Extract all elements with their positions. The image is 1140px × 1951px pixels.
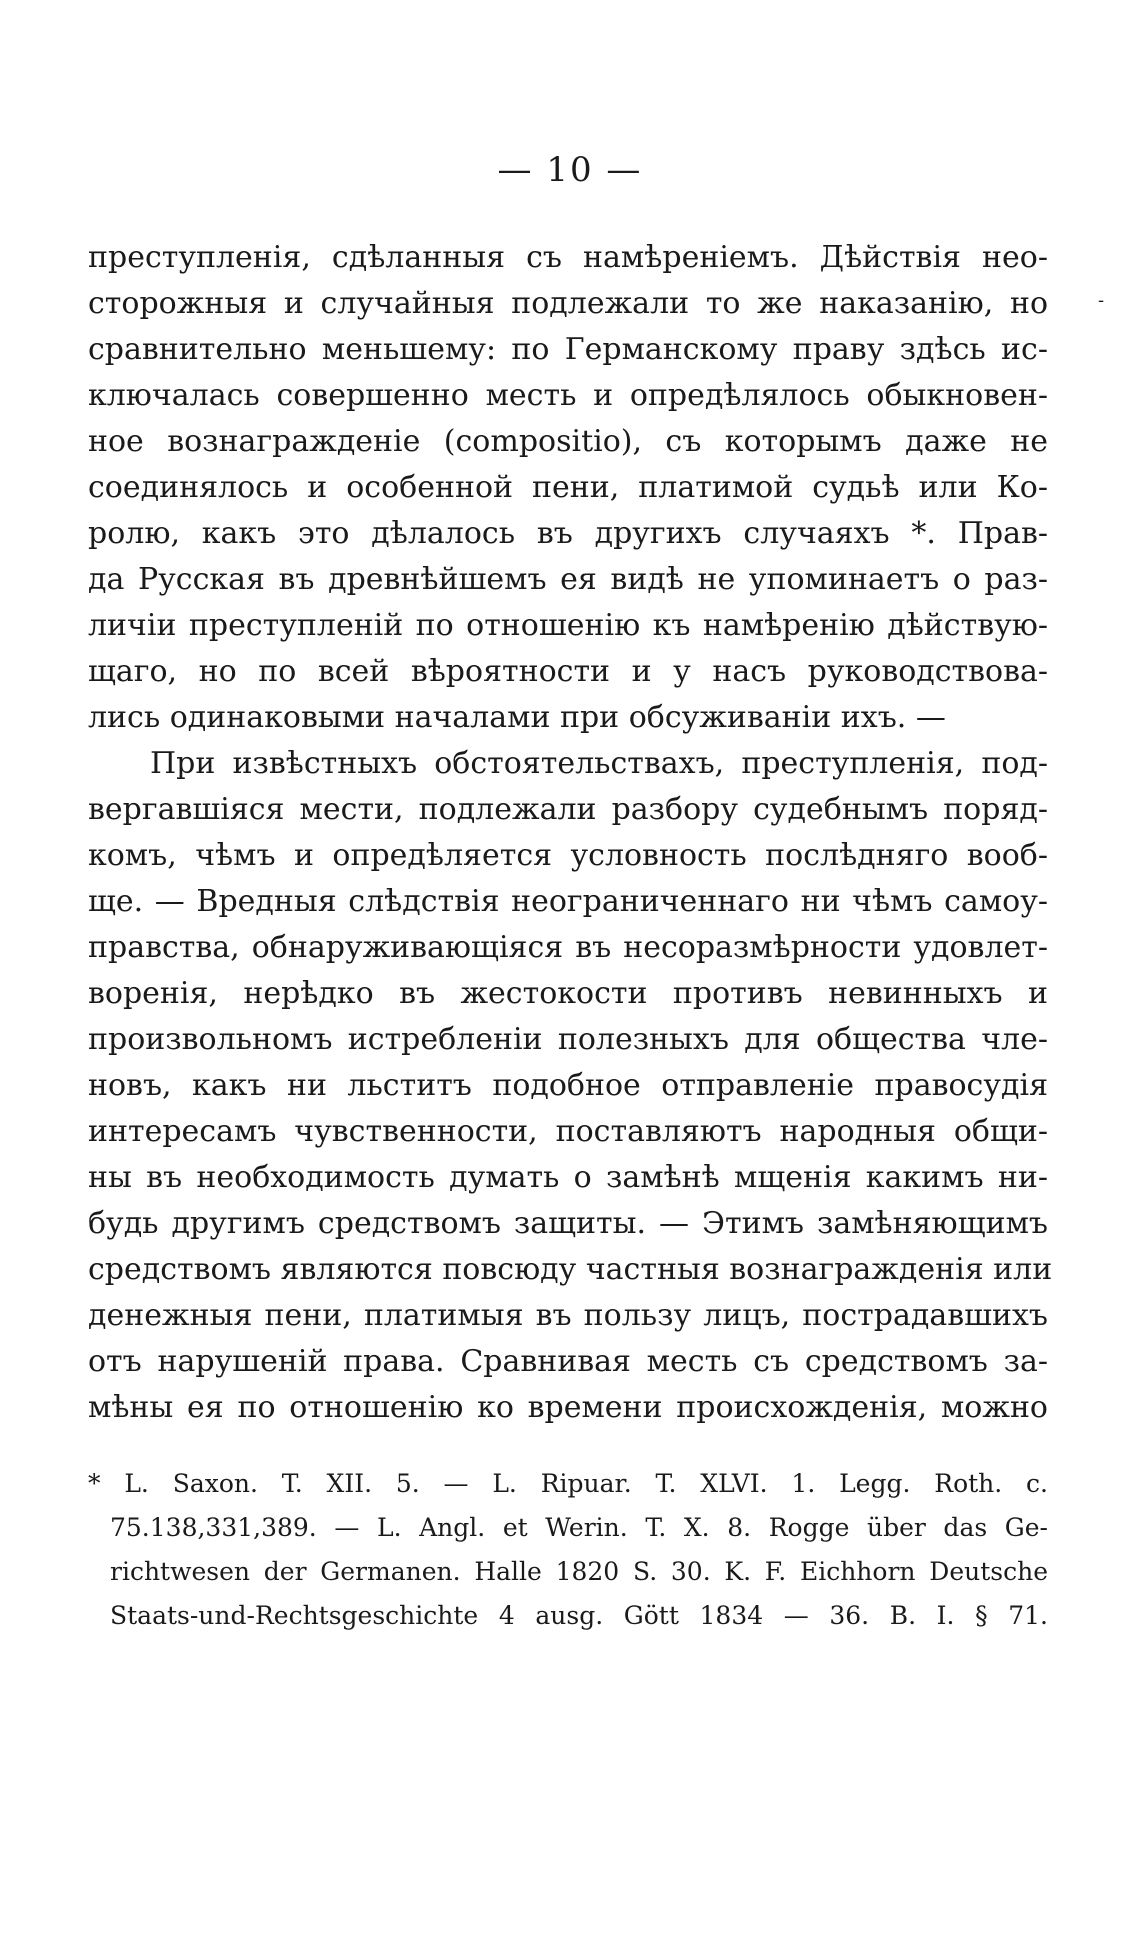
text-line: денежныя пени, платимыя въ пользу лицъ, пострадавшихъ xyxy=(88,1298,1048,1333)
text-line: новъ, какъ ни льститъ подобное отправленіе правосудія xyxy=(88,1068,1048,1103)
page-number xyxy=(0,150,1140,190)
text-line: лись одинаковыми началами при обсуживаніи ихъ. — xyxy=(88,700,946,735)
paragraph-start-line: При извѣстныхъ обстоятельствахъ, преступленія, под- xyxy=(150,746,1048,781)
text-line: правства, обнаруживающіяся въ несоразмѣрности удовлет- xyxy=(88,930,1048,965)
text-line: ное вознагражденіе (compositio), съ которымъ даже не xyxy=(88,424,1048,459)
text-line: да Русская въ древнѣйшемъ ея видѣ не упоминаетъ о раз- xyxy=(88,562,1048,597)
footnote-line: * L. Saxon. T. XII. 5. — L. Ripuar. T. XLVI. 1. Legg. Roth. c. xyxy=(88,1469,1048,1498)
text-line: интересамъ чувственности, поставляютъ народныя общи- xyxy=(88,1114,1048,1149)
footnote xyxy=(88,1462,1048,1638)
text-line: преступленія, сдѣланныя съ намѣреніемъ. Дѣйствія нео- xyxy=(88,240,1048,275)
text-line: будь другимъ средствомъ защиты. — Этимъ замѣняющимъ xyxy=(88,1206,1048,1241)
text-line: вергавшіяся мести, подлежали разбору судебнымъ поряд- xyxy=(88,792,1048,827)
footnote-line: richtwesen der Germanen. Halle 1820 S. 30. K. F. Eichhorn Deutsche xyxy=(110,1557,1048,1586)
margin-mark: - xyxy=(1098,290,1105,311)
text-line: сторожныя и случайныя подлежали то же наказанію, но xyxy=(88,286,1048,321)
text-line: средствомъ являются повсюду частныя вознагражденія или xyxy=(88,1252,1053,1287)
text-line: сравнительно меньшему: по Германскому праву здѣсь ис- xyxy=(88,332,1048,367)
text-line: мѣны ея по отношенію ко времени происхожденія, можно xyxy=(88,1390,1048,1425)
text-line: произвольномъ истребленіи полезныхъ для общества чле- xyxy=(88,1022,1048,1057)
text-line: ще. — Вредныя слѣдствія неограниченнаго ни чѣмъ самоу- xyxy=(88,884,1048,919)
text-line: ключалась совершенно месть и опредѣлялось обыкновен- xyxy=(88,378,1048,413)
text-line: щаго, но по всей вѣроятности и у насъ руководствова- xyxy=(88,654,1048,689)
footnote-line: Staats-und-Rechtsgeschichte 4 ausg. Gött 1834 — 36. B. I. § 71. xyxy=(110,1601,1048,1630)
text-line: ны въ необходимость думать о замѣнѣ мщенія какимъ ни- xyxy=(88,1160,1048,1195)
footnote-line: 75.138,331,389. — L. Angl. et Werin. T. X. 8. Rogge über das Ge- xyxy=(110,1513,1048,1542)
page-number-text: — 10 — xyxy=(497,150,643,190)
text-line: личіи преступленій по отношенію къ намѣренію дѣйствую- xyxy=(88,608,1048,643)
text-line: соединялось и особенной пени, платимой судьѣ или Ко- xyxy=(88,470,1048,505)
text-line: отъ нарушеній права. Сравнивая месть съ средствомъ за- xyxy=(88,1344,1048,1379)
text-line: ролю, какъ это дѣлалось въ другихъ случаяхъ *. Прав- xyxy=(88,516,1048,551)
text-line: комъ, чѣмъ и опредѣляется условность послѣдняго вооб- xyxy=(88,838,1048,873)
text-line: воренія, нерѣдко въ жестокости противъ невинныхъ и xyxy=(88,976,1048,1011)
main-text xyxy=(88,235,1053,1431)
